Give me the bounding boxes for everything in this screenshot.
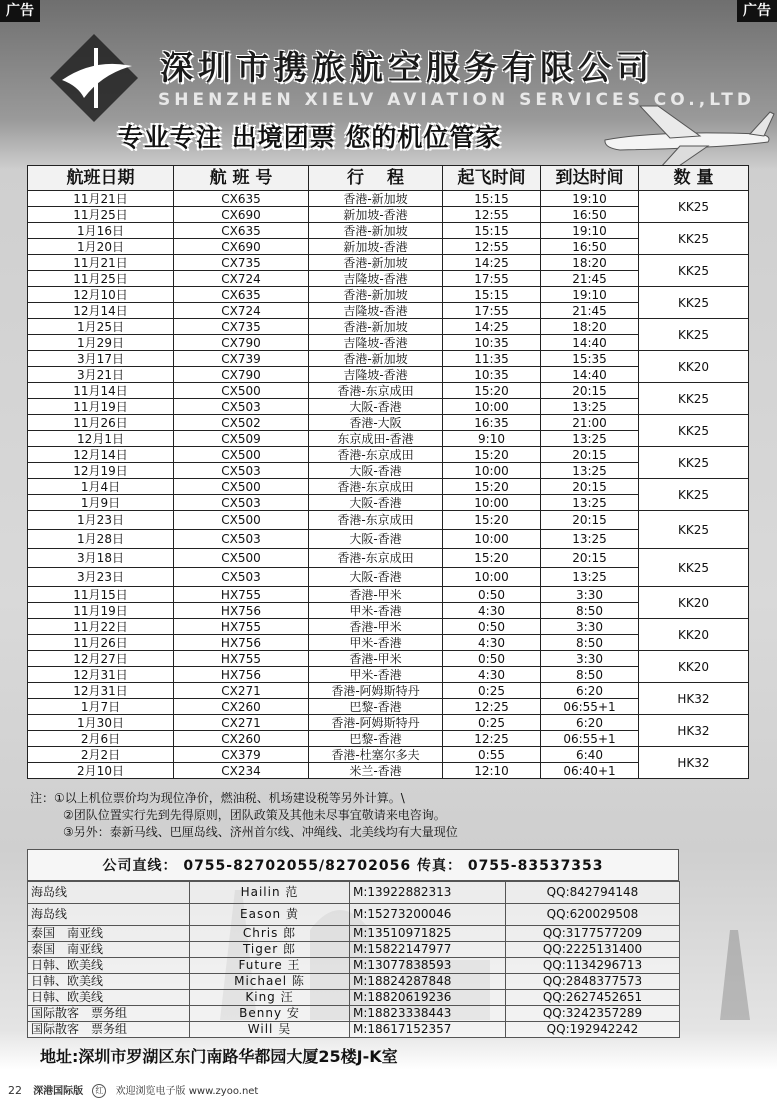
contact-mobile: M:15273200046: [350, 904, 506, 926]
cell-flight-no: HX756: [174, 635, 309, 651]
cell-route: 香港-甲米: [309, 651, 443, 667]
cell-depart: 12:10: [443, 763, 541, 779]
cell-route: 甲米-香港: [309, 667, 443, 683]
cell-depart: 4:30: [443, 635, 541, 651]
cell-flight-no: CX635: [174, 287, 309, 303]
contact-mobile: M:18824287848: [350, 974, 506, 990]
cell-route: 巴黎-香港: [309, 731, 443, 747]
cell-date: 11月25日: [28, 207, 174, 223]
contact-line: 海岛线: [28, 882, 190, 904]
contact-qq: QQ:192942242: [506, 1022, 680, 1038]
footer: [8, 1083, 258, 1099]
cell-qty: KK25: [639, 511, 749, 549]
cell-flight-no: CX503: [174, 530, 309, 549]
cell-qty: KK20: [639, 619, 749, 651]
cell-date: 11月25日: [28, 271, 174, 287]
header-depart: 起飞时间: [443, 166, 541, 191]
edition-name: 深港国际版: [33, 1086, 84, 1097]
table-row: [28, 383, 749, 399]
contact-row: [28, 926, 680, 942]
cell-qty: HK32: [639, 715, 749, 747]
cell-flight-no: CX690: [174, 207, 309, 223]
notes: [30, 790, 750, 841]
contact-row: [28, 958, 680, 974]
cell-date: 3月18日: [28, 549, 174, 568]
contact-mobile: M:13510971825: [350, 926, 506, 942]
cell-date: 2月6日: [28, 731, 174, 747]
cell-flight-no: CX502: [174, 415, 309, 431]
cell-route: 香港-甲米: [309, 587, 443, 603]
contact-qq: QQ:2848377573: [506, 974, 680, 990]
cell-arrive: 21:45: [541, 271, 639, 287]
contact-qq: QQ:3242357289: [506, 1006, 680, 1022]
cell-route: 米兰-香港: [309, 763, 443, 779]
cell-route: 大阪-香港: [309, 463, 443, 479]
contact-name: Chris 郎: [190, 926, 350, 942]
contact-line: 海岛线: [28, 904, 190, 926]
contact-line: 泰国 南亚线: [28, 926, 190, 942]
table-row: [28, 255, 749, 271]
cell-arrive: 8:50: [541, 667, 639, 683]
cell-route: 香港-东京成田: [309, 511, 443, 530]
cell-arrive: 21:45: [541, 303, 639, 319]
cell-route: 甲米-香港: [309, 603, 443, 619]
cell-arrive: 13:25: [541, 495, 639, 511]
contact-name: Eason 黄: [190, 904, 350, 926]
cell-flight-no: CX260: [174, 699, 309, 715]
cell-flight-no: CX690: [174, 239, 309, 255]
table-row: [28, 715, 749, 731]
cell-depart: 10:35: [443, 367, 541, 383]
cell-depart: 4:30: [443, 603, 541, 619]
cell-arrive: 16:50: [541, 239, 639, 255]
contact-name: King 汪: [190, 990, 350, 1006]
cell-depart: 11:35: [443, 351, 541, 367]
table-row: [28, 319, 749, 335]
cell-route: 巴黎-香港: [309, 699, 443, 715]
contact-line: 泰国 南亚线: [28, 942, 190, 958]
cell-route: 香港-新加坡: [309, 319, 443, 335]
table-header-row: [28, 166, 749, 191]
cell-arrive: 06:40+1: [541, 763, 639, 779]
cell-flight-no: CX635: [174, 191, 309, 207]
cell-depart: 15:20: [443, 383, 541, 399]
header: [0, 22, 777, 167]
cell-qty: HK32: [639, 747, 749, 779]
cell-depart: 0:50: [443, 651, 541, 667]
cell-route: 香港-东京成田: [309, 549, 443, 568]
cell-depart: 17:55: [443, 271, 541, 287]
contact-name: Will 吴: [190, 1022, 350, 1038]
cell-arrive: 8:50: [541, 635, 639, 651]
cell-qty: KK25: [639, 383, 749, 415]
table-row: [28, 287, 749, 303]
cell-date: 12月14日: [28, 447, 174, 463]
contact-row: [28, 882, 680, 904]
cell-depart: 12:25: [443, 699, 541, 715]
cell-flight-no: CX635: [174, 223, 309, 239]
cell-depart: 0:25: [443, 715, 541, 731]
table-row: [28, 619, 749, 635]
cell-arrive: 3:30: [541, 619, 639, 635]
cell-route: 香港-东京成田: [309, 447, 443, 463]
contact-qq: QQ:1134296713: [506, 958, 680, 974]
contact-mobile: M:18617152357: [350, 1022, 506, 1038]
cell-depart: 10:00: [443, 463, 541, 479]
cell-flight-no: CX724: [174, 271, 309, 287]
cell-arrive: 14:40: [541, 367, 639, 383]
cell-date: 3月21日: [28, 367, 174, 383]
cell-arrive: 06:55+1: [541, 731, 639, 747]
cell-qty: KK25: [639, 255, 749, 287]
cell-route: 甲米-香港: [309, 635, 443, 651]
airplane-icon: [600, 100, 775, 170]
cell-depart: 10:00: [443, 399, 541, 415]
cell-date: 1月16日: [28, 223, 174, 239]
website-text: 欢迎浏览电子版 www.zyoo.net: [115, 1086, 259, 1097]
cell-route: 香港-甲米: [309, 619, 443, 635]
cell-flight-no: CX790: [174, 367, 309, 383]
cell-flight-no: CX500: [174, 549, 309, 568]
contact-line: 国际散客 票务组: [28, 1022, 190, 1038]
cell-date: 1月25日: [28, 319, 174, 335]
cell-date: 3月23日: [28, 568, 174, 587]
cell-flight-no: HX755: [174, 651, 309, 667]
cell-depart: 16:35: [443, 415, 541, 431]
cell-arrive: 20:15: [541, 479, 639, 495]
cell-route: 吉隆坡-香港: [309, 303, 443, 319]
cell-depart: 12:25: [443, 731, 541, 747]
cell-arrive: 13:25: [541, 530, 639, 549]
cell-depart: 15:20: [443, 511, 541, 530]
table-row: [28, 683, 749, 699]
cell-flight-no: CX260: [174, 731, 309, 747]
contact-mobile: M:13922882313: [350, 882, 506, 904]
cell-flight-no: CX271: [174, 715, 309, 731]
cell-depart: 12:55: [443, 239, 541, 255]
cell-depart: 9:10: [443, 431, 541, 447]
cell-depart: 15:20: [443, 479, 541, 495]
cell-date: 12月14日: [28, 303, 174, 319]
cell-arrive: 13:25: [541, 463, 639, 479]
contact-mobile: M:13077838593: [350, 958, 506, 974]
cell-flight-no: CX735: [174, 319, 309, 335]
cell-route: 香港-大阪: [309, 415, 443, 431]
cell-flight-no: CX509: [174, 431, 309, 447]
table-row: [28, 415, 749, 431]
cell-route: 香港-阿姆斯特丹: [309, 715, 443, 731]
cell-route: 香港-新加坡: [309, 287, 443, 303]
cell-flight-no: CX503: [174, 399, 309, 415]
cell-arrive: 19:10: [541, 191, 639, 207]
cell-arrive: 14:40: [541, 335, 639, 351]
cell-route: 新加坡-香港: [309, 207, 443, 223]
cell-route: 大阪-香港: [309, 530, 443, 549]
contact-line: 国际散客 票务组: [28, 1006, 190, 1022]
cell-depart: 15:20: [443, 447, 541, 463]
table-row: [28, 191, 749, 207]
cell-route: 吉隆坡-香港: [309, 335, 443, 351]
cell-route: 东京成田-香港: [309, 431, 443, 447]
cell-route: 大阪-香港: [309, 399, 443, 415]
contact-name: Tiger 郎: [190, 942, 350, 958]
cell-depart: 12:55: [443, 207, 541, 223]
cell-qty: KK20: [639, 351, 749, 383]
table-row: [28, 549, 749, 568]
table-row: [28, 479, 749, 495]
cell-arrive: 20:15: [541, 511, 639, 530]
cell-depart: 10:00: [443, 530, 541, 549]
cell-route: 吉隆坡-香港: [309, 367, 443, 383]
cell-depart: 10:35: [443, 335, 541, 351]
cell-depart: 0:55: [443, 747, 541, 763]
cell-arrive: 3:30: [541, 587, 639, 603]
contact-qq: QQ:2627452651: [506, 990, 680, 1006]
contact-mobile: M:15822147977: [350, 942, 506, 958]
contact-row: [28, 1022, 680, 1038]
cell-route: 香港-新加坡: [309, 255, 443, 271]
header-route: 行 程: [309, 166, 443, 191]
cell-qty: KK25: [639, 549, 749, 587]
cell-date: 11月21日: [28, 255, 174, 271]
cell-arrive: 20:15: [541, 447, 639, 463]
cell-arrive: 16:50: [541, 207, 639, 223]
cell-route: 香港-阿姆斯特丹: [309, 683, 443, 699]
cell-date: 11月14日: [28, 383, 174, 399]
contact-row: [28, 904, 680, 926]
cell-flight-no: CX503: [174, 568, 309, 587]
cell-date: 11月19日: [28, 399, 174, 415]
contact-line: 日韩、欧美线: [28, 990, 190, 1006]
cell-date: 11月19日: [28, 603, 174, 619]
address: 地址:深圳市罗湖区东门南路华都园大厦25楼J-K室: [40, 1047, 398, 1066]
cell-date: 12月27日: [28, 651, 174, 667]
cell-date: 12月1日: [28, 431, 174, 447]
cell-flight-no: CX234: [174, 763, 309, 779]
table-row: [28, 447, 749, 463]
contact-mobile: M:18820619236: [350, 990, 506, 1006]
contact-name: Benny 安: [190, 1006, 350, 1022]
cell-depart: 14:25: [443, 255, 541, 271]
table-row: [28, 223, 749, 239]
cell-route: 香港-新加坡: [309, 351, 443, 367]
cell-depart: 10:00: [443, 568, 541, 587]
cell-route: 香港-新加坡: [309, 191, 443, 207]
contact-table-body: [28, 882, 680, 1038]
cell-arrive: 19:10: [541, 287, 639, 303]
cell-date: 11月22日: [28, 619, 174, 635]
cell-depart: 0:25: [443, 683, 541, 699]
note-2: ②团队位置实行先到先得原则，团队政策及其他未尽事宜敬请来电咨询。: [63, 808, 446, 822]
cell-arrive: 20:15: [541, 383, 639, 399]
cell-date: 1月9日: [28, 495, 174, 511]
cell-date: 11月21日: [28, 191, 174, 207]
cell-date: 12月10日: [28, 287, 174, 303]
cell-arrive: 8:50: [541, 603, 639, 619]
cell-date: 1月7日: [28, 699, 174, 715]
cell-arrive: 6:40: [541, 747, 639, 763]
cell-route: 香港-新加坡: [309, 223, 443, 239]
cell-date: 1月29日: [28, 335, 174, 351]
page-number: 22: [8, 1084, 22, 1097]
company-name-en: SHENZHEN XIELV AVIATION SERVICES CO.,LTD: [158, 90, 755, 110]
cell-arrive: 6:20: [541, 715, 639, 731]
note-3: ③另外：泰新马线、巴厘岛线、济州首尔线、冲绳线、北美线均有大量现位: [63, 825, 458, 839]
cell-route: 大阪-香港: [309, 568, 443, 587]
cell-flight-no: CX503: [174, 463, 309, 479]
cell-date: 11月15日: [28, 587, 174, 603]
cell-qty: KK25: [639, 479, 749, 511]
cell-route: 新加坡-香港: [309, 239, 443, 255]
cell-date: 1月28日: [28, 530, 174, 549]
contact-box: [27, 849, 679, 1038]
cell-date: 2月10日: [28, 763, 174, 779]
header-qty: 数 量: [639, 166, 749, 191]
contact-table: [27, 881, 680, 1038]
cell-qty: KK20: [639, 651, 749, 683]
cell-date: 2月2日: [28, 747, 174, 763]
note-1: 注：①以上机位票价均为现位净价，燃油税、机场建设税等另外计算。\: [30, 791, 405, 805]
cell-flight-no: HX755: [174, 587, 309, 603]
header-arrive: 到达时间: [541, 166, 639, 191]
cell-arrive: 15:35: [541, 351, 639, 367]
cell-route: 香港-东京成田: [309, 383, 443, 399]
table-row: [28, 587, 749, 603]
cell-arrive: 13:25: [541, 431, 639, 447]
table-row: [28, 747, 749, 763]
contact-line: 日韩、欧美线: [28, 974, 190, 990]
cell-flight-no: HX756: [174, 603, 309, 619]
cell-date: 3月17日: [28, 351, 174, 367]
contact-qq: QQ:842794148: [506, 882, 680, 904]
contact-name: Future 王: [190, 958, 350, 974]
cell-depart: 17:55: [443, 303, 541, 319]
edition-badge-icon: 红: [92, 1084, 106, 1098]
cell-qty: KK20: [639, 587, 749, 619]
contact-row: [28, 974, 680, 990]
cell-qty: HK32: [639, 683, 749, 715]
contact-line: 日韩、欧美线: [28, 958, 190, 974]
cell-route: 大阪-香港: [309, 495, 443, 511]
cell-flight-no: CX500: [174, 447, 309, 463]
cell-flight-no: CX735: [174, 255, 309, 271]
cell-flight-no: CX724: [174, 303, 309, 319]
table-row: [28, 351, 749, 367]
company-logo-icon: [44, 28, 144, 128]
cell-arrive: 3:30: [541, 651, 639, 667]
header-date: 航班日期: [28, 166, 174, 191]
cell-date: 1月23日: [28, 511, 174, 530]
cell-arrive: 13:25: [541, 568, 639, 587]
contact-qq: QQ:620029508: [506, 904, 680, 926]
cell-qty: KK25: [639, 447, 749, 479]
table-row: [28, 511, 749, 530]
contact-mobile: M:18823338443: [350, 1006, 506, 1022]
contact-name: Michael 陈: [190, 974, 350, 990]
flight-table: [27, 165, 749, 779]
cell-route: 香港-东京成田: [309, 479, 443, 495]
cell-arrive: 6:20: [541, 683, 639, 699]
cell-flight-no: HX755: [174, 619, 309, 635]
cell-flight-no: CX503: [174, 495, 309, 511]
cell-arrive: 19:10: [541, 223, 639, 239]
cell-flight-no: CX790: [174, 335, 309, 351]
cell-date: 12月31日: [28, 667, 174, 683]
contact-name: Hailin 范: [190, 882, 350, 904]
cell-date: 11月26日: [28, 415, 174, 431]
cell-depart: 15:15: [443, 191, 541, 207]
cell-qty: KK25: [639, 223, 749, 255]
cell-date: 12月31日: [28, 683, 174, 699]
cell-date: 11月26日: [28, 635, 174, 651]
cell-flight-no: HX756: [174, 667, 309, 683]
cell-depart: 0:50: [443, 587, 541, 603]
cell-depart: 14:25: [443, 319, 541, 335]
cell-arrive: 21:00: [541, 415, 639, 431]
contact-row: [28, 1006, 680, 1022]
cell-qty: KK25: [639, 191, 749, 223]
table-row: [28, 651, 749, 667]
cell-flight-no: CX739: [174, 351, 309, 367]
cell-arrive: 13:25: [541, 399, 639, 415]
cell-depart: 4:30: [443, 667, 541, 683]
cell-flight-no: CX271: [174, 683, 309, 699]
contact-row: [28, 990, 680, 1006]
cell-arrive: 18:20: [541, 255, 639, 271]
cell-depart: 15:15: [443, 287, 541, 303]
cell-date: 1月30日: [28, 715, 174, 731]
ad-label-right: 广告: [737, 0, 777, 22]
cell-date: 1月4日: [28, 479, 174, 495]
cell-qty: KK25: [639, 287, 749, 319]
contact-header: 公司直线： 0755-82702055/82702056 传真： 0755-83537353: [27, 849, 679, 881]
contact-qq: QQ:3177577209: [506, 926, 680, 942]
ad-label-left: 广告: [0, 0, 40, 22]
cell-flight-no: CX500: [174, 479, 309, 495]
cell-qty: KK25: [639, 319, 749, 351]
cell-flight-no: CX500: [174, 383, 309, 399]
contact-qq: QQ:2225131400: [506, 942, 680, 958]
cell-date: 12月19日: [28, 463, 174, 479]
cell-depart: 15:20: [443, 549, 541, 568]
cell-flight-no: CX500: [174, 511, 309, 530]
cell-date: 1月20日: [28, 239, 174, 255]
cell-qty: KK25: [639, 415, 749, 447]
flight-table-body: [28, 191, 749, 779]
cell-route: 吉隆坡-香港: [309, 271, 443, 287]
slogan: 专业专注 出境团票 您的机位管家: [118, 123, 502, 152]
cell-depart: 15:15: [443, 223, 541, 239]
cell-depart: 0:50: [443, 619, 541, 635]
cell-flight-no: CX379: [174, 747, 309, 763]
cell-arrive: 18:20: [541, 319, 639, 335]
cell-depart: 10:00: [443, 495, 541, 511]
header-flight-no: 航 班 号: [174, 166, 309, 191]
cell-arrive: 20:15: [541, 549, 639, 568]
cell-arrive: 06:55+1: [541, 699, 639, 715]
contact-row: [28, 942, 680, 958]
company-name-cn: 深圳市携旅航空服务有限公司: [160, 48, 654, 87]
cell-route: 香港-杜塞尔多夫: [309, 747, 443, 763]
